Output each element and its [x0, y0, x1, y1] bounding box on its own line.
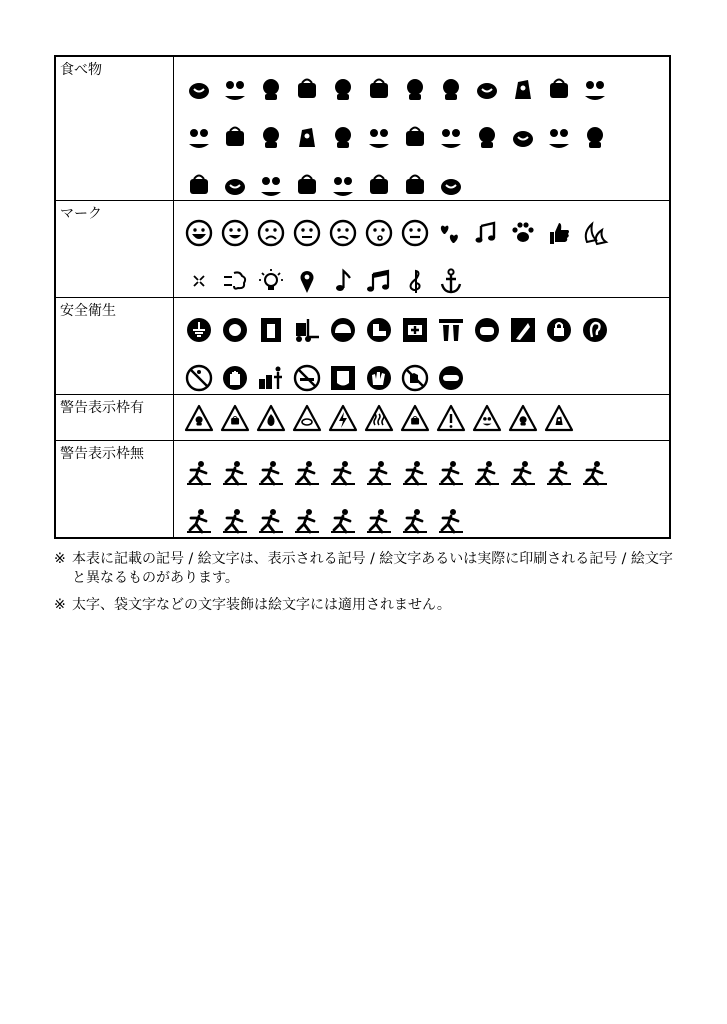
- machine-hazard-icon: [254, 505, 287, 537]
- category-row-warning-unframed: [56, 441, 669, 537]
- footnote-text: 太字、袋文字などの文字装飾は絵文字には適用されません。: [72, 597, 451, 613]
- icon-grid: [174, 57, 669, 200]
- icon-grid: [174, 298, 669, 394]
- category-row-marks: [56, 201, 669, 298]
- icon-row: [182, 65, 669, 113]
- ear-protection-icon: [578, 314, 611, 346]
- foot-crush-icon: [182, 457, 215, 489]
- clam-icon: [542, 73, 575, 105]
- electrocution-icon: [578, 457, 611, 489]
- warning-electric-icon: [326, 402, 359, 434]
- light-bulb-icon: [254, 265, 287, 297]
- hearts-icon: [434, 217, 467, 249]
- life-ring-icon: [218, 314, 251, 346]
- hand-pinch-icon: [218, 457, 251, 489]
- potatoes-icon: [218, 73, 251, 105]
- thumbs-up-icon: [542, 217, 575, 249]
- coffee-cup-icon: [218, 169, 251, 201]
- electric-shock-icon: [506, 457, 539, 489]
- rotating-person-icon: [434, 457, 467, 489]
- fall-over-icon: [362, 505, 395, 537]
- icon-grid: [174, 201, 669, 297]
- calm-face-icon: [290, 217, 323, 249]
- fire-extinguisher-icon: [506, 314, 539, 346]
- no-walking-icon: [182, 362, 215, 394]
- fan-blade-icon: [398, 457, 431, 489]
- gear-person-icon: [290, 457, 323, 489]
- category-label: 食べ物: [56, 57, 174, 200]
- sake-set-icon: [362, 169, 395, 201]
- rice-ball-icon: [254, 121, 287, 153]
- warning-roller-icon: [182, 402, 215, 434]
- carrot-icon: [182, 73, 215, 105]
- warning-oval-icon: [290, 402, 323, 434]
- stop-hand-icon: [218, 362, 251, 394]
- blade-hand-icon: [218, 505, 251, 537]
- teapot-icon: [398, 169, 431, 201]
- stacked-boxes-icon: [254, 362, 287, 394]
- tomato-icon: [290, 73, 323, 105]
- tea-mug-icon: [254, 169, 287, 201]
- mushroom-icon: [434, 73, 467, 105]
- tea-canister-icon: [470, 121, 503, 153]
- hamburger-icon: [326, 121, 359, 153]
- protective-gloves-icon: [362, 362, 395, 394]
- grinning-face-icon: [218, 217, 251, 249]
- jam-jar-icon: [578, 121, 611, 153]
- confused-face-icon: [326, 217, 359, 249]
- laughing-face-icon: [182, 217, 215, 249]
- steak-icon: [182, 121, 215, 153]
- category-label: 安全衛生: [56, 298, 174, 394]
- icon-row: [182, 209, 669, 257]
- anchor-icon: [434, 265, 467, 297]
- falling-load-icon: [290, 505, 323, 537]
- goggles-icon: [434, 362, 467, 394]
- kiss-face-icon: [362, 217, 395, 249]
- footnote-text: 本表に記載の記号 / 絵文字は、表示される記号 / 絵文字あるいは実際に印刷される記号 / 絵文字と異なるものがあります。: [72, 551, 673, 586]
- pizza-slice-icon: [362, 121, 395, 153]
- icon-row: [182, 306, 669, 354]
- milk-bottle-icon: [182, 169, 215, 201]
- treble-clef-icon: [398, 265, 431, 297]
- note-mark: ※: [54, 551, 66, 567]
- broom-icon: [398, 121, 431, 153]
- music-notes-icon: [470, 217, 503, 249]
- footnotes: [54, 550, 684, 623]
- salt-shaker-icon: [506, 121, 539, 153]
- warning-explosion-icon: [542, 402, 575, 434]
- icon-grid: [174, 395, 669, 440]
- overhead-hazard-icon: [434, 505, 467, 537]
- trip-hazard-icon: [254, 457, 287, 489]
- cherries-icon: [470, 73, 503, 105]
- icon-row: [182, 497, 669, 545]
- first-aid-icon: [398, 314, 431, 346]
- hand-cut-icon: [542, 457, 575, 489]
- saw-blade-icon: [362, 457, 395, 489]
- footnote: [54, 596, 684, 615]
- roast-chicken-icon: [218, 121, 251, 153]
- icon-grid: [174, 441, 669, 537]
- beer-mugs-icon: [326, 169, 359, 201]
- emergency-exit-icon: [254, 314, 287, 346]
- warning-exclamation-icon: [434, 402, 467, 434]
- icon-row: [182, 113, 669, 161]
- warning-hot-icon: [362, 402, 395, 434]
- face-mask-icon: [470, 314, 503, 346]
- category-label: 警告表示枠無: [56, 441, 174, 537]
- category-label: マーク: [56, 201, 174, 297]
- category-row-food: [56, 57, 669, 201]
- onion-icon: [362, 73, 395, 105]
- no-smoking-icon: [290, 362, 323, 394]
- pepper-mill-icon: [542, 121, 575, 153]
- conveyor-icon: [398, 505, 431, 537]
- category-label: 警告表示枠有: [56, 395, 174, 440]
- hard-hat-icon: [326, 314, 359, 346]
- paw-print-icon: [506, 217, 539, 249]
- category-row-safety: [56, 298, 669, 395]
- note-mark: ※: [54, 597, 66, 613]
- icon-row: [182, 401, 669, 435]
- emoji-table: [54, 55, 671, 539]
- sad-face-icon: [254, 217, 287, 249]
- cheese-icon: [506, 73, 539, 105]
- warning-fire-icon: [254, 402, 287, 434]
- coffee-beans-icon: [434, 121, 467, 153]
- puff-icon: [218, 265, 251, 297]
- eighth-note-icon: [326, 265, 359, 297]
- warning-fall-icon: [506, 402, 539, 434]
- garlic-icon: [326, 73, 359, 105]
- press-hazard-icon: [326, 457, 359, 489]
- category-row-warning-framed: [56, 395, 669, 441]
- warning-slip-icon: [470, 402, 503, 434]
- map-pin-icon: [290, 265, 323, 297]
- earth-ground-icon: [182, 314, 215, 346]
- roller-hand-icon: [470, 457, 503, 489]
- sweat-drops-icon: [578, 217, 611, 249]
- bread-icon: [290, 121, 323, 153]
- warning-crush-icon: [398, 402, 431, 434]
- foot-press-icon: [182, 505, 215, 537]
- icon-row: [182, 449, 669, 497]
- broccoli-icon: [254, 73, 287, 105]
- fish-icon: [578, 73, 611, 105]
- chestnut-icon: [398, 73, 431, 105]
- safety-boots-icon: [362, 314, 395, 346]
- no-gloves-icon: [398, 362, 431, 394]
- forklift-icon: [290, 314, 323, 346]
- footnote: [54, 550, 684, 588]
- wine-glass-icon: [290, 169, 323, 201]
- padlock-icon: [542, 314, 575, 346]
- cream-pitcher-icon: [434, 169, 467, 201]
- neutral-face-icon: [398, 217, 431, 249]
- slip-hazard-icon: [326, 505, 359, 537]
- anger-mark-icon: [182, 265, 215, 297]
- beamed-notes-icon: [362, 265, 395, 297]
- footprints-icon: [434, 314, 467, 346]
- warning-person-icon: [218, 402, 251, 434]
- face-shield-icon: [326, 362, 359, 394]
